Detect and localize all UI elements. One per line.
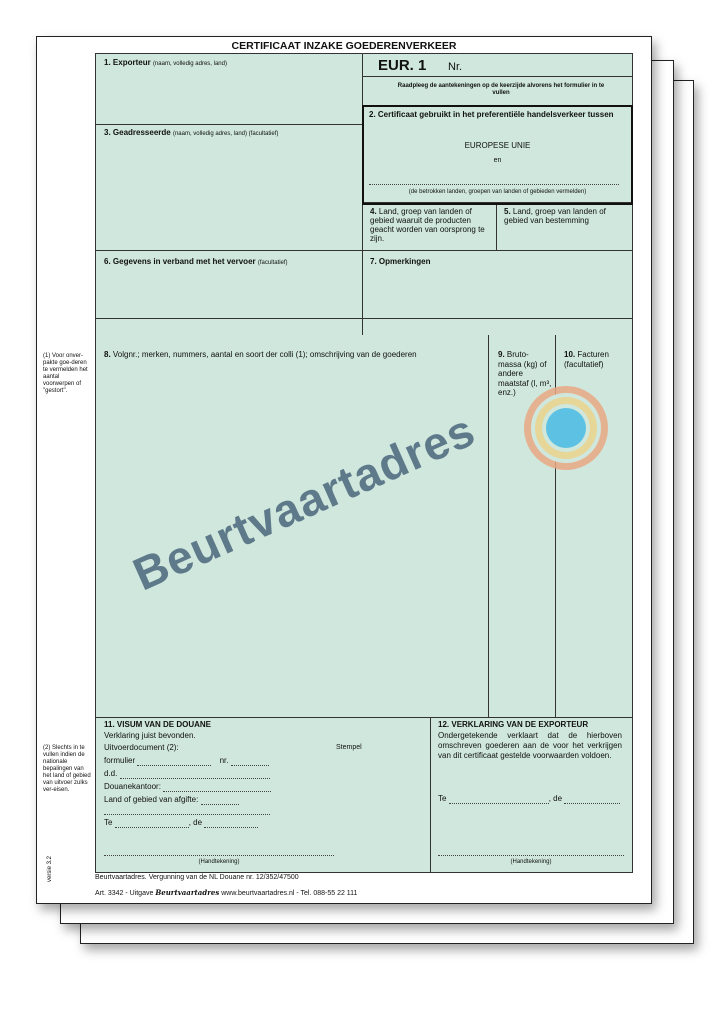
box11-office-row[interactable]: Douanekantoor: <box>104 782 271 792</box>
side-note-1: (1) Voor onver-pakte goe-deren te vermelden het aantal voorwerpen of "gestort". <box>43 353 88 394</box>
box11-signature-label: (Handtekening) <box>198 859 240 865</box>
box2-label: 2. Certificaat gebruikt in het preferentiële handelsverkeer tussen <box>369 110 614 119</box>
box2-eu: EUROPESE UNIE <box>464 141 531 150</box>
box11-verified: Verklaring juist bevonden. <box>104 731 196 740</box>
official-stamp-graphic <box>520 382 612 474</box>
box11-customs-endorsement: 11. VISUM VAN DE DOUANE <box>104 720 212 729</box>
box2-and: en <box>493 157 502 164</box>
footer-license: Beurtvaartadres. Vergunning van de NL Douane nr. 12/352/47500 <box>95 874 299 881</box>
box12-declaration-text: Ondergetekende verklaart dat de hierboven omschreven goederen aan de voor het verkrijgen van dit certificaat gestelde voorwaarden voldoen. <box>438 731 622 760</box>
box2-preferential-trade[interactable] <box>362 105 633 205</box>
version-label: versie 3.2 <box>47 855 53 882</box>
box6-transport[interactable]: 6. Gegevens in verband met het vervoer (facultatief) <box>104 257 288 266</box>
box3-consignee[interactable]: 3. Geadresseerde (naam, volledig adres, land) (facultatief) <box>104 128 279 137</box>
footer-publisher: Art. 3342 - Uitgave Beurtvaartadres www.beurtvaartadres.nl - Tel. 088-55 22 111 <box>95 888 358 897</box>
side-note-2: (2) Slechts in te vullen indien de nationale bepalingen van het land of gebied van uitvoer zulks ver-eisen. <box>43 745 91 793</box>
box5-destination[interactable]: 5. Land, groep van landen of gebied van bestemming <box>504 207 606 225</box>
box12-place-row[interactable]: Te , de <box>438 794 620 804</box>
box11-place-row[interactable]: Te , de <box>104 818 258 828</box>
eur1-certificate-sheet <box>36 36 652 904</box>
box11-date-row[interactable]: d.d. <box>104 769 270 779</box>
box11-country-row[interactable]: Land of gebied van afgifte: <box>104 795 239 805</box>
eur1-heading: EUR. 1 <box>378 57 427 74</box>
certificate-title: CERTIFICAAT INZAKE GOEDERENVERKEER <box>231 40 457 52</box>
box10-invoices[interactable]: 10. Facturen (facultatief) <box>564 350 609 369</box>
box7-remarks[interactable]: 7. Opmerkingen <box>370 257 431 266</box>
number-label: Nr. <box>448 61 463 73</box>
box11-export-doc: Uitvoerdocument (2): <box>104 743 179 752</box>
box9-gross-mass[interactable]: 9. Bruto-massa (kg) of andere maatstaf (l, m³, enz.) <box>498 350 552 397</box>
box11-form-row[interactable]: formulier nr. <box>104 756 269 766</box>
box1-exporter[interactable]: 1. Exporteur (naam, volledig adres, land) <box>104 58 227 67</box>
box12-exporter-declaration: 12. VERKLARING VAN DE EXPORTEUR <box>438 720 589 729</box>
box11-stamp-label: Stempel <box>336 744 362 751</box>
instructions-note: Raadpleeg de aantekeningen op de keerzijde alvorens het formulier in te vullen <box>397 83 605 96</box>
box8-goods[interactable]: 8. Volgnr.; merken, nummers, aantal en soort der colli (1); omschrijving van de goederen <box>104 350 417 359</box>
publisher-logo-text: Beurtvaartadres <box>155 888 220 897</box>
box4-origin[interactable]: 4. Land, groep van landen of gebied waaruit de producten geacht worden van oorsprong te zijn. <box>370 207 485 243</box>
box12-signature-label: (Handtekening) <box>510 859 552 865</box>
beurtvaartadres-watermark: Beurtvaartadres <box>125 403 483 601</box>
box2-note: (de betrokken landen, groepen van landen of gebieden vermelden) <box>408 189 587 195</box>
